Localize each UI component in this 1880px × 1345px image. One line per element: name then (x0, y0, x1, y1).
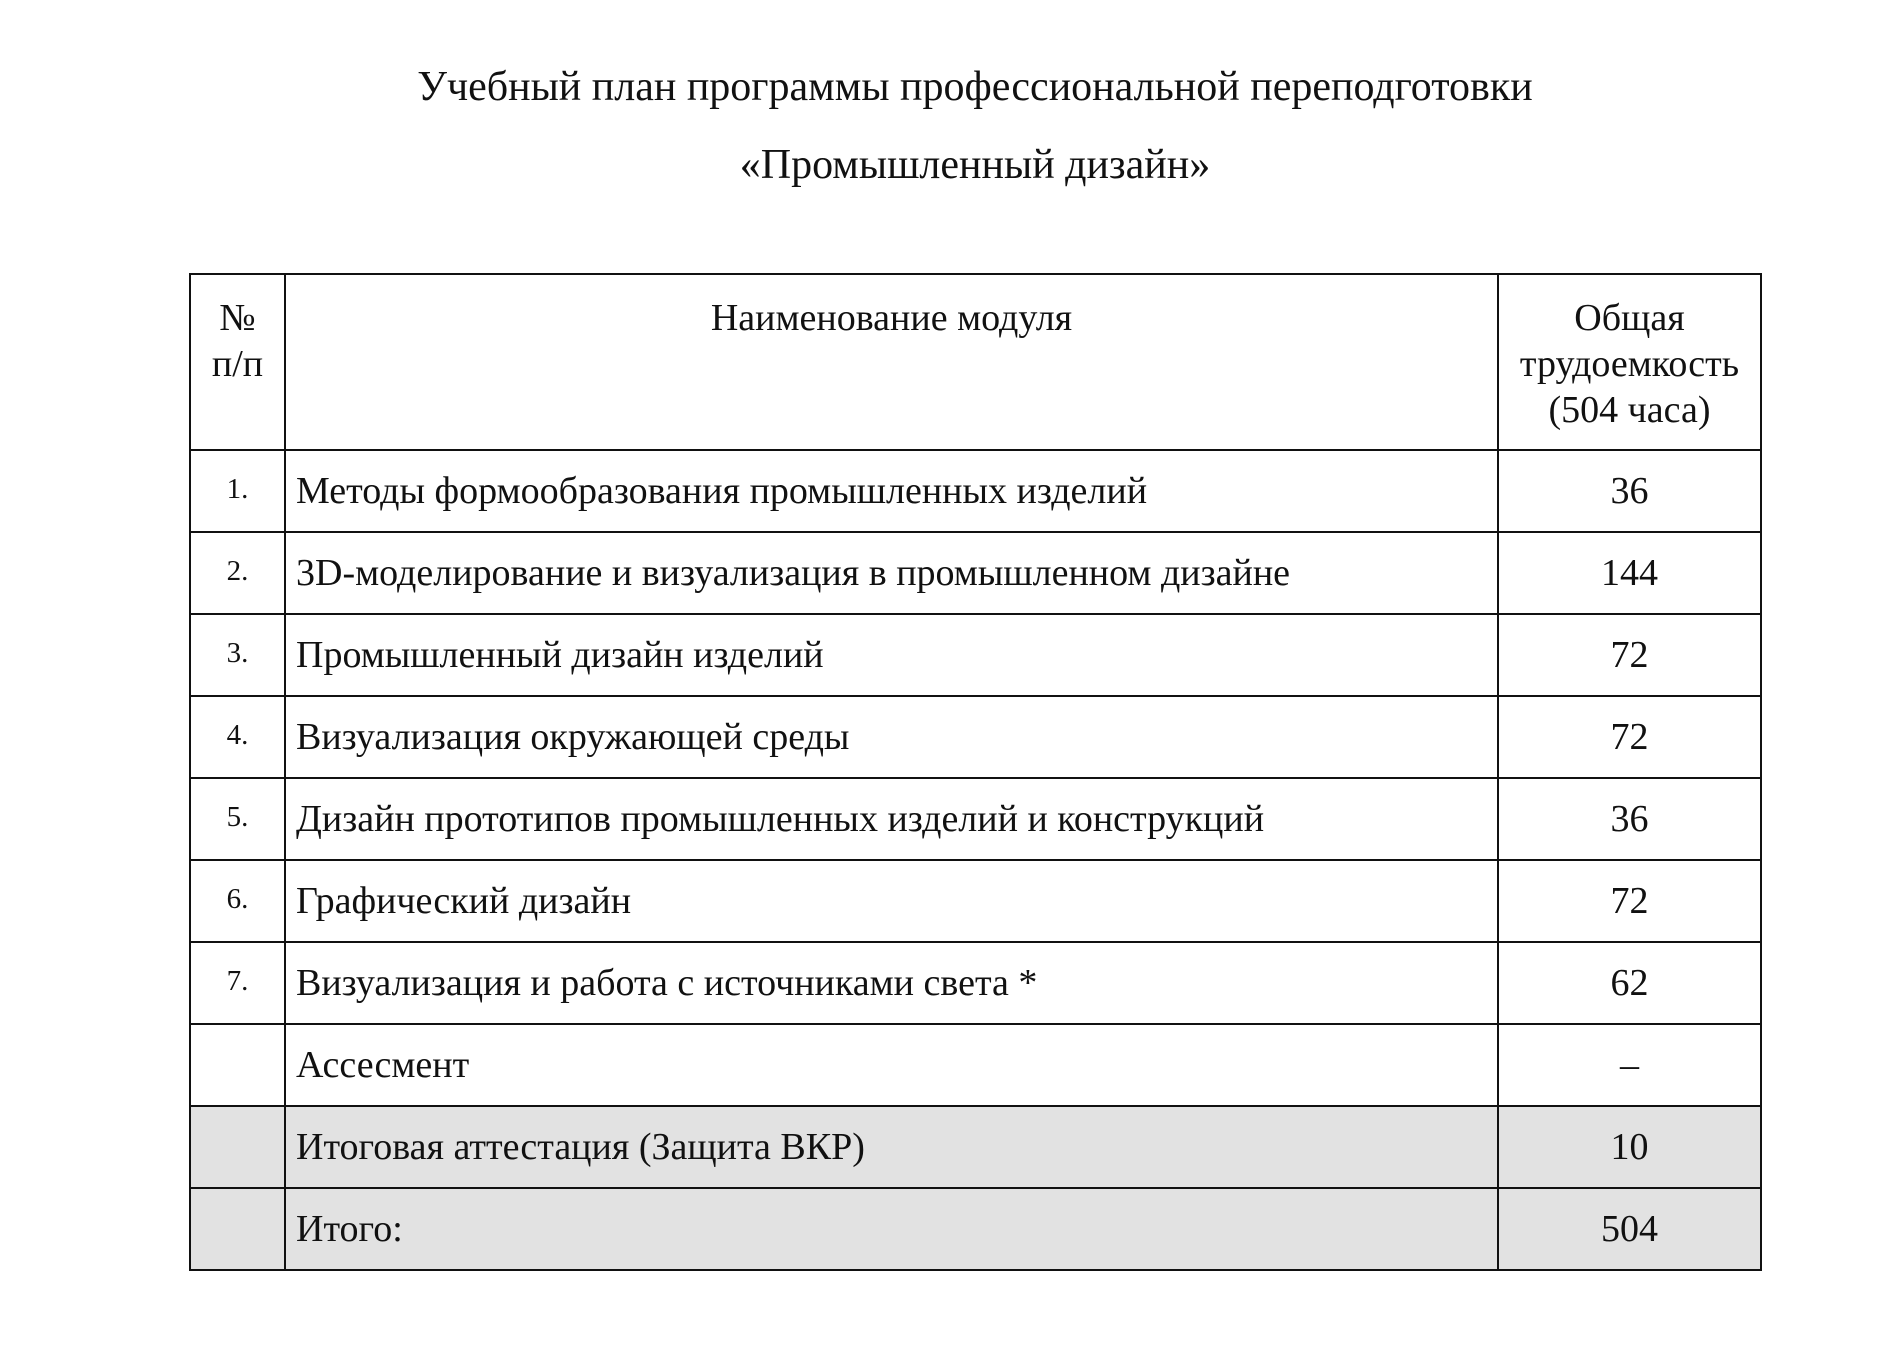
curriculum-table (189, 273, 1762, 1271)
row-number: 6. (190, 860, 285, 942)
row-number: 5. (190, 778, 285, 860)
row-number (190, 1106, 285, 1188)
header-hours-line-3: (504 часа) (1548, 389, 1711, 431)
table-row-final-attestation (190, 1106, 1761, 1188)
table-row (190, 614, 1761, 696)
header-module-name: Наименование модуля (285, 274, 1498, 450)
table-row-total (190, 1188, 1761, 1270)
document-title: Учебный план программы профессиональной переподготовки (417, 64, 1533, 110)
module-name: Методы формообразования промышленных изделий (285, 450, 1498, 532)
module-hours: 72 (1498, 696, 1761, 778)
row-number (190, 1188, 285, 1270)
row-number: 1. (190, 450, 285, 532)
row-number (190, 1024, 285, 1106)
row-number: 2. (190, 532, 285, 614)
module-name: Дизайн прототипов промышленных изделий и конструкций (285, 778, 1498, 860)
module-name: 3D-моделирование и визуализация в промышленном дизайне (285, 532, 1498, 614)
module-hours: 144 (1498, 532, 1761, 614)
module-hours: 36 (1498, 778, 1761, 860)
header-hours-line-1: Общая (1574, 297, 1685, 339)
module-hours: 10 (1498, 1106, 1761, 1188)
module-hours: 36 (1498, 450, 1761, 532)
table-row (190, 860, 1761, 942)
module-name: Визуализация окружающей среды (285, 696, 1498, 778)
table-row (190, 942, 1761, 1024)
module-hours: 72 (1498, 860, 1761, 942)
table-row (190, 450, 1761, 532)
module-name: Ассесмент (285, 1024, 1498, 1106)
module-name: Визуализация и работа с источниками света * (285, 942, 1498, 1024)
header-number-label: п/п (211, 343, 264, 385)
module-hours: – (1498, 1024, 1761, 1106)
table-row (190, 532, 1761, 614)
row-number: 3. (190, 614, 285, 696)
header-total-hours (1498, 274, 1761, 450)
header-number-symbol: № (219, 297, 256, 339)
row-number: 7. (190, 942, 285, 1024)
total-label: Итого: (285, 1188, 1498, 1270)
module-name: Промышленный дизайн изделий (285, 614, 1498, 696)
table-header-row (190, 274, 1761, 450)
module-hours: 72 (1498, 614, 1761, 696)
total-hours: 504 (1498, 1188, 1761, 1270)
header-hours-line-2: трудоемкость (1519, 343, 1740, 385)
module-hours: 62 (1498, 942, 1761, 1024)
table-row-assessment (190, 1024, 1761, 1106)
module-name: Графический дизайн (285, 860, 1498, 942)
row-number: 4. (190, 696, 285, 778)
header-number (190, 274, 285, 450)
program-name: «Промышленный дизайн» (739, 142, 1211, 188)
table-row (190, 778, 1761, 860)
table-row (190, 696, 1761, 778)
module-name: Итоговая аттестация (Защита ВКР) (285, 1106, 1498, 1188)
